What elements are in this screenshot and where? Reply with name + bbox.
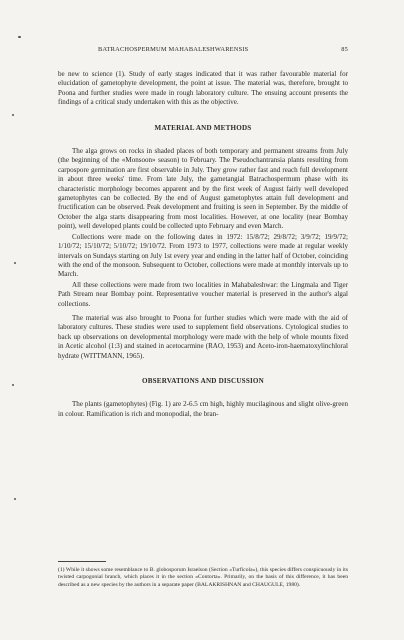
methods-paragraph-1: The alga grows on rocks in shaded places of both temporary and permanent streams from July (the beginning of the «Monsoon» season) to February. The Pseudochantransia plants resulting from carpospore germination are first observable in July. They grow rather fast and reach full development in about three weeks' time. From late July, the gametangial Batrachospermum phase with its characteristic morphology becomes apparent and by the first week of August fairly well developed gametophytes can be collected. By the end of August gametophytes attain full development and fructification can be observed. Peak development and fruiting is seen in September. By the middle of October the alga starts disappearing from most localities. However, at one locality (near Bombay point), well developed plants could be collected upto February and even March. <box>58 147 348 231</box>
margin-mark <box>18 36 21 38</box>
methods-paragraph-4: The material was also brought to Poona for further studies which were made with the aid of laboratory cultures. These studies were used to supplement field observations. Cytological studies to back up observations on developmental morphology were made with the help of whole mounts fixed in Acetic alcohol (1:3) and stained in acetocarmine (RAO, 1953) and Aceto-iron-haematoxylinchloral hydrate (WITTMANN, 1965). <box>58 313 348 360</box>
footnote-rule <box>58 561 106 562</box>
margin-mark <box>14 498 16 500</box>
section-heading-observations: OBSERVATIONS AND DISCUSSION <box>142 376 264 385</box>
methods-paragraph-3: All these collections were made from two localities in Mahabaleshwar: the Lingmala and Tiger Path Stream near Bombay point. Representative voucher material is preserved in the author's algal collections. <box>58 280 348 308</box>
margin-mark <box>14 262 16 264</box>
methods-paragraph-2: Collections were made on the following dates in 1972: 15/8/72; 29/8/72; 3/9/72; 19/9/72; 1/10/72; 15/10/72; 5/10/72; 19/10/72. From 1973 to 1977, collections were made at regular weekly intervals on Sundays starting on July 1st every year and ending in the latter half of October, coinciding with the end of the monsoon. Subsequent to October, collections were made at monthly intervals up to March. <box>58 232 348 279</box>
margin-mark <box>12 384 14 386</box>
running-header <box>56 46 348 57</box>
running-title: BATRACHOSPERMUM MAHABALESHWARENSIS <box>98 46 249 53</box>
observations-paragraph-1: The plants (gametophytes) (Fig. 1) are 2-6.5 cm high, highly mucilaginous and slight olive-green in colour. Ramification is rich and monopodial, the bran- <box>58 400 348 418</box>
intro-paragraph: be new to science (1). Study of early stages indicated that it was rather favourable material for elucidation of gametophyte development, the point at issue. The material was, therefore, brought to Poona and further studies were made in rough laboratory culture. The ensuing account presents the findings of a critical study undertaken with this as the objective. <box>58 70 348 107</box>
body-text <box>58 70 348 419</box>
footnote: (1) While it shows some resemblance to B. globosporum Israelson (Section «Turficola»), this species differs conspicuously in its twisted carpogonial branch, which places it in the section «Contorta». Primarily, on the basis of this difference, it has been described as a new species by the authors in a separate paper (BALAKRISHNAN and CHAUGULE, 1980). <box>58 567 348 588</box>
section-heading-methods: MATERIAL AND METHODS <box>154 123 252 132</box>
page-number: 85 <box>341 46 348 53</box>
margin-mark <box>12 114 14 116</box>
